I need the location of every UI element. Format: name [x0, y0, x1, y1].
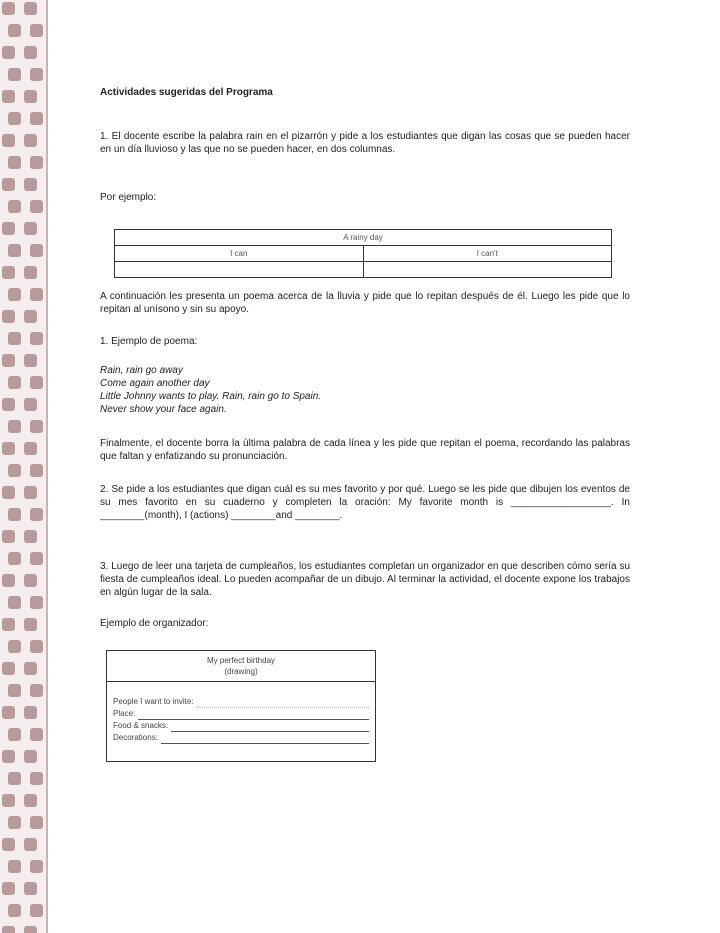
binding-hole [2, 442, 15, 455]
binding-hole [24, 2, 37, 15]
binding-hole [24, 134, 37, 147]
binding-hole [24, 46, 37, 59]
binding-hole [24, 750, 37, 763]
binding-hole [24, 706, 37, 719]
poem [100, 364, 630, 416]
binding-hole [24, 794, 37, 807]
poem-line: Little Johnny wants to play. Rain, rain go to Spain. [100, 391, 322, 402]
organizer-row: Food & snacks: [113, 720, 369, 732]
binding-hole [30, 508, 43, 521]
finally-text: Finalmente, el docente borra la última palabra de cada línea y les pide que repitan el poema, recordando las palabras que faltan y enfatizando su pronunciación. [100, 438, 630, 462]
binding-hole [24, 266, 37, 279]
table-cell [115, 262, 364, 278]
binding-hole [30, 288, 43, 301]
organizer-row: Place: [113, 708, 369, 720]
binding-hole [30, 376, 43, 389]
activity-2-text: 2. Se pide a los estudiantes que digan cuál es su mes favorito y por qué. Luego se les pide que dibujen los eventos de su mes favorito en su cuaderno y completen la oración: My favorite month is __________________. In ________(month), I (actions) ________and ________. [100, 484, 630, 521]
binding-hole [30, 552, 43, 565]
binding-hole [2, 398, 15, 411]
binding-hole [24, 398, 37, 411]
binding-hole [2, 222, 15, 235]
binding-hole [24, 838, 37, 851]
page-title: Actividades sugeridas del Programa [100, 87, 273, 98]
binding-hole [24, 90, 37, 103]
binding-hole [30, 332, 43, 345]
binding-hole [30, 420, 43, 433]
binding-hole [2, 310, 15, 323]
binding-hole [8, 816, 21, 829]
binding-hole [8, 156, 21, 169]
binding-hole [2, 486, 15, 499]
binding-rail [46, 0, 48, 933]
example-label: Por ejemplo: [100, 192, 157, 203]
binding-hole [2, 706, 15, 719]
binding-hole [30, 244, 43, 257]
poem-line: Come again another day [100, 378, 210, 389]
poem-label: 1. Ejemplo de poema: [100, 336, 198, 347]
binding-hole [8, 772, 21, 785]
table-cell [363, 262, 612, 278]
organizer-row: People I want to invite: [113, 696, 369, 708]
binding-hole [30, 24, 43, 37]
rainy-day-table [114, 229, 612, 278]
binding-hole [2, 618, 15, 631]
binding-hole [24, 442, 37, 455]
binding-hole [2, 134, 15, 147]
binding-hole [30, 640, 43, 653]
organizer-title: My perfect birthday [206, 656, 276, 665]
binding-hole [30, 68, 43, 81]
binding-hole [8, 728, 21, 741]
binding-hole [24, 530, 37, 543]
notebook-binding [0, 0, 48, 933]
after-table-text: A continuación les presenta un poema acerca de la lluvia y pide que lo repitan después de él. Luego les pide que lo repitan al unísono y sin su apoyo. [100, 291, 630, 315]
binding-hole [8, 596, 21, 609]
binding-hole [8, 24, 21, 37]
binding-hole [8, 420, 21, 433]
binding-hole [24, 618, 37, 631]
binding-hole [24, 882, 37, 895]
binding-hole [2, 750, 15, 763]
organizer-row: Decorations: [113, 732, 369, 744]
binding-hole [2, 2, 15, 15]
binding-hole [2, 90, 15, 103]
binding-hole [2, 574, 15, 587]
binding-hole [24, 222, 37, 235]
binding-hole [2, 46, 15, 59]
binding-hole [8, 68, 21, 81]
binding-hole [8, 244, 21, 257]
organizer-label: Ejemplo de organizador: [100, 618, 209, 629]
binding-hole [24, 310, 37, 323]
binding-hole [30, 816, 43, 829]
binding-hole [8, 112, 21, 125]
binding-hole [2, 882, 15, 895]
binding-hole [2, 926, 15, 933]
binding-hole [8, 464, 21, 477]
binding-hole [8, 332, 21, 345]
binding-hole [8, 288, 21, 301]
binding-hole [8, 376, 21, 389]
activity-3-text: 3. Luego de leer una tarjeta de cumpleaños, los estudiantes completan un organizador en que describen cómo sería su fiesta de cumpleaños ideal. Lo pueden acompañar de un dibujo. Al terminar la actividad, el docente expone los trabajos en algún lugar de la sala. [100, 561, 630, 598]
binding-hole [24, 178, 37, 191]
binding-hole [2, 266, 15, 279]
binding-holes [2, 0, 46, 933]
organizer-header [107, 651, 375, 682]
binding-hole [8, 508, 21, 521]
binding-hole [8, 684, 21, 697]
binding-hole [2, 794, 15, 807]
binding-hole [8, 200, 21, 213]
binding-hole [30, 728, 43, 741]
poem-line: Never show your face again. [100, 404, 227, 415]
organizer-subtitle: (drawing) [224, 667, 258, 676]
activity-1-text: 1. El docente escribe la palabra rain en el pizarrón y pide a los estudiantes que digan las cosas que se pueden hacer en un día lluvioso y las que no se pueden hacer, en dos columnas. [100, 131, 630, 155]
binding-hole [8, 860, 21, 873]
binding-hole [8, 904, 21, 917]
binding-hole [8, 640, 21, 653]
binding-hole [30, 156, 43, 169]
binding-hole [8, 552, 21, 565]
binding-hole [30, 596, 43, 609]
binding-hole [24, 486, 37, 499]
birthday-organizer [106, 650, 376, 762]
binding-hole [30, 904, 43, 917]
poem-line: Rain, rain go away [100, 365, 183, 376]
binding-hole [24, 926, 37, 933]
table-col-cant: I can't [363, 246, 612, 262]
binding-hole [30, 772, 43, 785]
table-header: A rainy day [115, 230, 612, 246]
binding-hole [30, 464, 43, 477]
binding-hole [24, 574, 37, 587]
binding-hole [2, 662, 15, 675]
binding-hole [30, 112, 43, 125]
binding-hole [2, 838, 15, 851]
table-col-can: I can [115, 246, 364, 262]
binding-hole [2, 530, 15, 543]
binding-hole [2, 354, 15, 367]
binding-hole [24, 662, 37, 675]
binding-hole [30, 860, 43, 873]
binding-hole [24, 354, 37, 367]
binding-hole [30, 684, 43, 697]
binding-hole [30, 200, 43, 213]
binding-hole [2, 178, 15, 191]
